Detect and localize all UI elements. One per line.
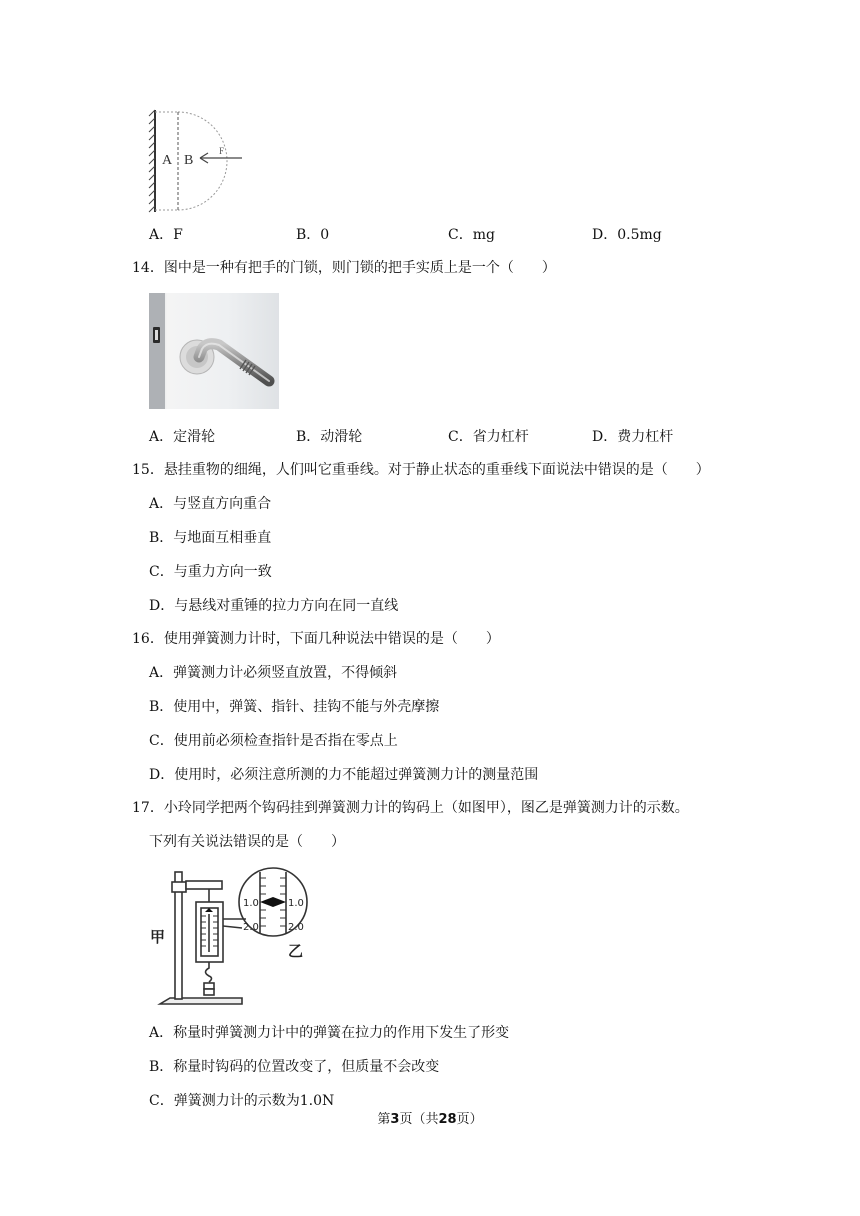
q13-figure — [148, 108, 248, 214]
q15-option-c: C．与重力方向一致 — [149, 564, 272, 580]
q17-stem-line2: 下列有关说法错误的是（ ） — [149, 834, 345, 850]
q13-option-a: A．F — [149, 227, 183, 243]
q14-option-a: A．定滑轮 — [149, 429, 216, 445]
q16-option-d: D．使用时，必须注意所测的力不能超过弹簧测力计的测量范围 — [149, 767, 539, 783]
q16-option-c: C．使用前必须检查指针是否指在零点上 — [149, 733, 398, 749]
q16-option-b: B．使用中，弹簧、指针、挂钩不能与外壳摩擦 — [149, 699, 440, 715]
q13-option-c: C．mg — [448, 227, 495, 243]
q13-label-f: F — [219, 146, 225, 156]
q16-stem: 16．使用弹簧测力计时，下面几种说法中错误的是（ ） — [132, 631, 500, 647]
q15-option-b: B．与地面互相垂直 — [149, 530, 272, 546]
q16-option-a: A．弹簧测力计必须竖直放置，不得倾斜 — [149, 665, 398, 681]
footer-page-number: 3 — [390, 1112, 400, 1127]
q17-spring-scale-figure — [148, 864, 318, 1014]
q17-dial-tick-2-left: 2.0 — [243, 922, 259, 933]
footer-middle: 页（共 — [399, 1112, 439, 1127]
q14-option-b: B．动滑轮 — [296, 429, 363, 445]
q17-dial-tick-1-left: 1.0 — [243, 898, 259, 909]
q15-stem: 15．悬挂重物的细绳，人们叫它重垂线。对于静止状态的重垂线下面说法中错误的是（ ） — [132, 462, 710, 478]
q17-dial-tick-2-right: 2.0 — [288, 922, 304, 933]
q13-option-b: B．0 — [296, 227, 330, 243]
q14-option-d: D．费力杠杆 — [592, 429, 674, 445]
q17-dial-tick-1-right: 1.0 — [288, 898, 304, 909]
footer-total-pages: 28 — [438, 1112, 457, 1127]
q15-option-a: A．与竖直方向重合 — [149, 496, 272, 512]
q17-label-jia: 甲 — [150, 928, 166, 946]
q17-option-c: C．弹簧测力计的示数为1.0N — [149, 1093, 335, 1109]
q15-option-d: D．与悬线对重锤的拉力方向在同一直线 — [149, 598, 399, 614]
q17-label-yi: 乙 — [288, 942, 304, 960]
footer-prefix: 第 — [377, 1112, 391, 1127]
q14-option-c: C．省力杠杆 — [448, 429, 529, 445]
q14-stem: 14．图中是一种有把手的门锁，则门锁的把手实质上是一个（ ） — [132, 260, 556, 276]
page-footer — [0, 1111, 860, 1129]
q17-option-a: A．称量时弹簧测力计中的弹簧在拉力的作用下发生了形变 — [149, 1025, 510, 1041]
q17-option-b: B．称量时钩码的位置改变了，但质量不会改变 — [149, 1059, 440, 1075]
q14-door-handle-image — [149, 293, 279, 409]
q13-label-a: A — [162, 153, 173, 168]
q17-stem-line1: 17．小玲同学把两个钩码挂到弹簧测力计的钩码上（如图甲），图乙是弹簧测力计的示数。 — [132, 800, 689, 816]
footer-suffix: 页） — [456, 1112, 483, 1127]
q13-label-b: B — [184, 153, 194, 168]
q13-option-d: D．0.5mg — [592, 227, 662, 243]
